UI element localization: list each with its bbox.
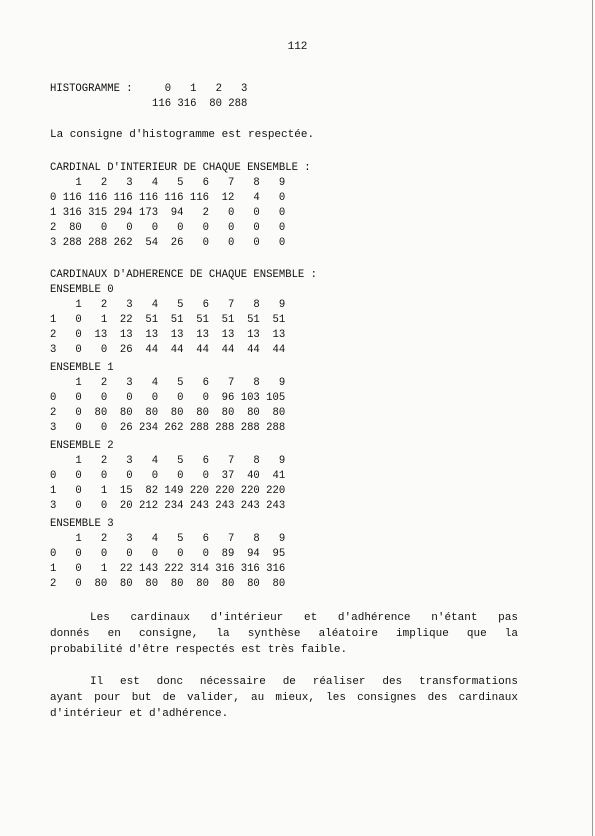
paragraph-line: Il est donc nécessaire de réaliser des transformations — [90, 676, 518, 688]
interior-header: 1 2 3 4 5 6 7 8 9 — [50, 177, 286, 189]
adherence-title: CARDINAUX D'ADHERENCE DE CHAQUE ENSEMBLE : — [50, 269, 318, 281]
ensemble-label: ENSEMBLE 0 — [50, 284, 114, 296]
page-number: 112 — [287, 41, 308, 53]
interior-row: 0 116 116 116 116 116 116 12 4 0 — [50, 192, 286, 204]
paragraph-line: d'intérieur et d'adhérence. — [50, 708, 229, 720]
interior-row: 3 288 288 262 54 26 0 0 0 0 — [50, 237, 286, 249]
ensemble-label: ENSEMBLE 1 — [50, 362, 114, 374]
ensemble-row: 1 0 1 22 51 51 51 51 51 51 — [50, 314, 286, 326]
paragraph-line: donnés en consigne, la synthèse aléatoire implique que la — [50, 628, 518, 640]
ensemble-row: 3 0 0 26 44 44 44 44 44 44 — [50, 344, 286, 356]
ensemble-row: 0 0 0 0 0 0 0 96 103 105 — [50, 392, 286, 404]
interior-row: 1 316 315 294 173 94 2 0 0 0 — [50, 207, 286, 219]
paragraph-2 — [50, 674, 518, 722]
paragraph-line: ayant pour but de valider, au mieux, les consignes des cardinaux — [50, 692, 518, 704]
ensemble-label: ENSEMBLE 3 — [50, 518, 114, 530]
ensemble-row: 3 0 0 26 234 262 288 288 288 288 — [50, 422, 286, 434]
ensemble-label: ENSEMBLE 2 — [50, 440, 114, 452]
ensemble-header: 1 2 3 4 5 6 7 8 9 — [50, 377, 286, 389]
paragraph-line: probabilité d'être respectés est très faible. — [50, 644, 348, 656]
ensemble-row: 0 0 0 0 0 0 0 37 40 41 — [50, 470, 286, 482]
ensemble-header: 1 2 3 4 5 6 7 8 9 — [50, 455, 286, 467]
ensemble-row: 0 0 0 0 0 0 0 89 94 95 — [50, 548, 286, 560]
histogram-counts: 116 316 80 288 — [152, 98, 248, 110]
ensemble-row: 2 0 80 80 80 80 80 80 80 80 — [50, 407, 286, 419]
ensemble-header: 1 2 3 4 5 6 7 8 9 — [50, 533, 286, 545]
ensemble-row: 2 0 13 13 13 13 13 13 13 13 — [50, 329, 286, 341]
histogram-note: La consigne d'histogramme est respectée. — [50, 129, 315, 141]
interior-row: 2 80 0 0 0 0 0 0 0 0 — [50, 222, 286, 234]
ensemble-row: 1 0 1 22 143 222 314 316 316 316 — [50, 563, 286, 575]
histogram-label: HISTOGRAMME : — [50, 83, 133, 95]
ensemble-row: 1 0 1 15 82 149 220 220 220 220 — [50, 485, 286, 497]
ensemble-row: 3 0 0 20 212 234 243 243 243 243 — [50, 500, 286, 512]
ensemble-header: 1 2 3 4 5 6 7 8 9 — [50, 299, 286, 311]
histogram-levels: 0 1 2 3 — [152, 83, 248, 95]
interior-title: CARDINAL D'INTERIEUR DE CHAQUE ENSEMBLE : — [50, 162, 311, 174]
paragraph-1 — [50, 610, 518, 658]
paragraph-line: Les cardinaux d'intérieur et d'adhérence n'étant pas — [90, 612, 518, 624]
ensemble-row: 2 0 80 80 80 80 80 80 80 80 — [50, 578, 286, 590]
page-edge-divider — [592, 0, 593, 836]
